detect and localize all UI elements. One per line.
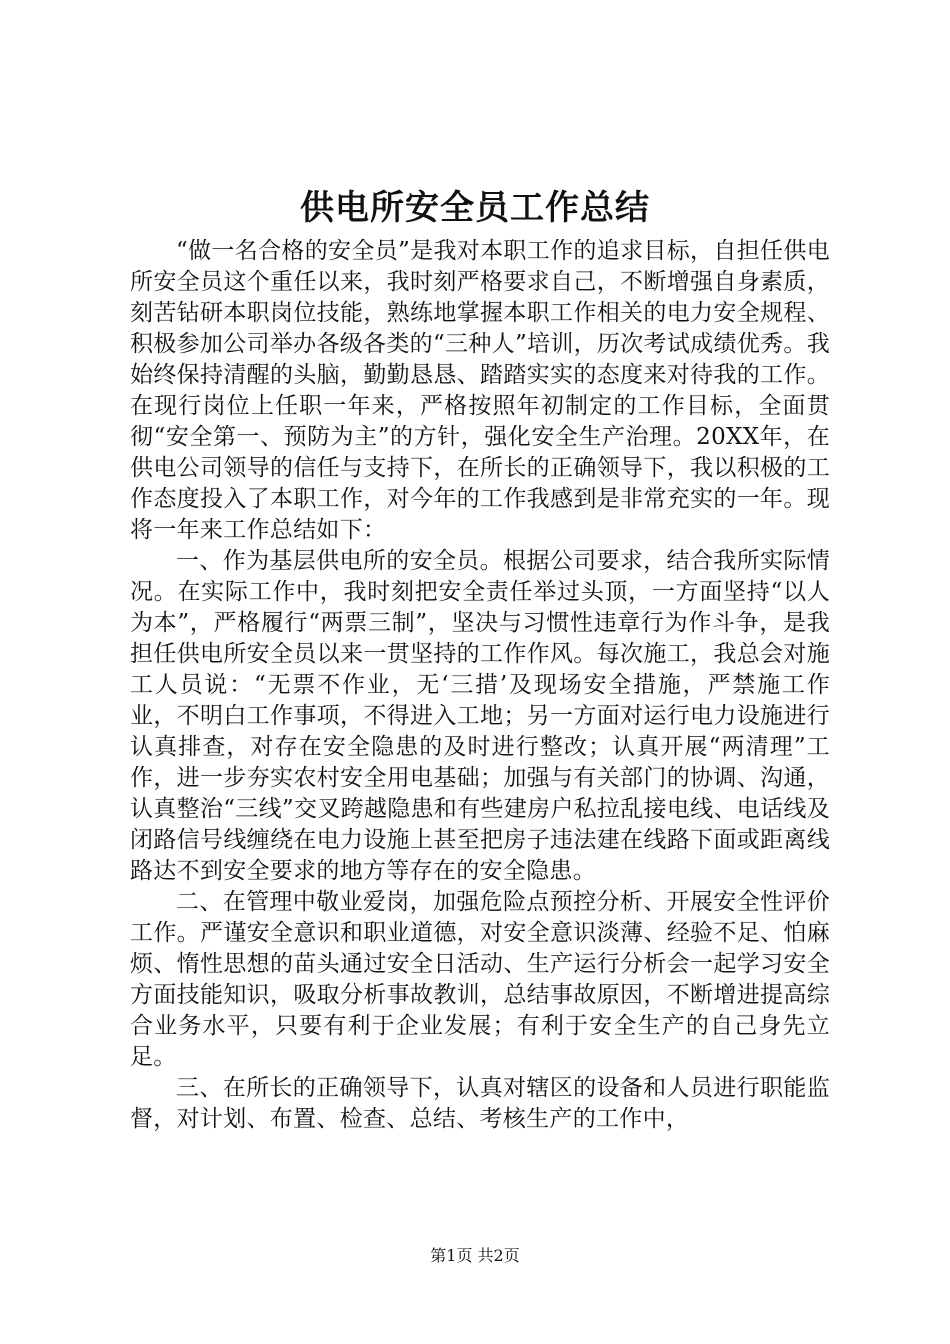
- paragraph-section-3: 三、在所长的正确领导下，认真对辖区的设备和人员进行职能监督，对计划、布置、检查、总结、考核生产的工作中，: [130, 1075, 830, 1132]
- document-title: 供电所安全员工作总结: [300, 188, 650, 228]
- page-footer: 第1页 共2页: [430, 1246, 520, 1265]
- paragraph-section-2: 二、在管理中敬业爱岗，加强危险点预控分析、开展安全性评价工作。严谨安全意识和职业道德，对安全意识淡薄、经验不足、怕麻烦、惰性思想的苗头通过安全日活动、生产运行分析会一起学习安全方面技能知识，吸取分析事故教训，总结事故原因，不断增进提高综合业务水平，只要有利于企业发展；有利于安全生产的自己身先立足。: [130, 889, 830, 1070]
- paragraph-intro: “做一名合格的安全员”是我对本职工作的追求目标，自担任供电所安全员这个重任以来，我时刻严格要求自己，不断增强自身素质，刻苦钻研本职岗位技能，熟练地掌握本职工作相关的电力安全规程、积极参加公司举办各级各类的“三种人”培训，历次考试成绩优秀。我始终保持清醒的头脑，勤勤恳恳、踏踏实实的态度来对待我的工作。在现行岗位上任职一年来，严格按照年初制定的工作目标，全面贯彻“安全第一、预防为主”的方针，强化安全生产治理。20XX年，在供电公司领导的信任与支持下，在所长的正确领导下，我以积极的工作态度投入了本职工作，对今年的工作我感到是非常充实的一年。现将一年来工作总结如下：: [130, 238, 830, 543]
- paragraph-section-1: 一、作为基层供电所的安全员。根据公司要求，结合我所实际情况。在实际工作中，我时刻把安全责任举过头顶，一方面坚持“以人为本”，严格履行“两票三制”，坚决与习惯性违章行为作斗争，是我担任供电所安全员以来一贯坚持的工作作风。每次施工，我总会对施工人员说：“无票不作业，无‘三措’及现场安全措施，严禁施工作业，不明白工作事项，不得进入工地；另一方面对运行电力设施进行认真排查，对存在安全隐患的及时进行整改；认真开展“两清理”工作，进一步夯实农村安全用电基础；加强与有关部门的协调、沟通，认真整治“三线”交叉跨越隐患和有些建房户私拉乱接电线、电话线及闭路信号线缠绕在电力设施上甚至把房子违法建在线路下面或距离线路达不到安全要求的地方等存在的安全隐患。: [130, 548, 830, 884]
- document-body: [130, 236, 830, 1135]
